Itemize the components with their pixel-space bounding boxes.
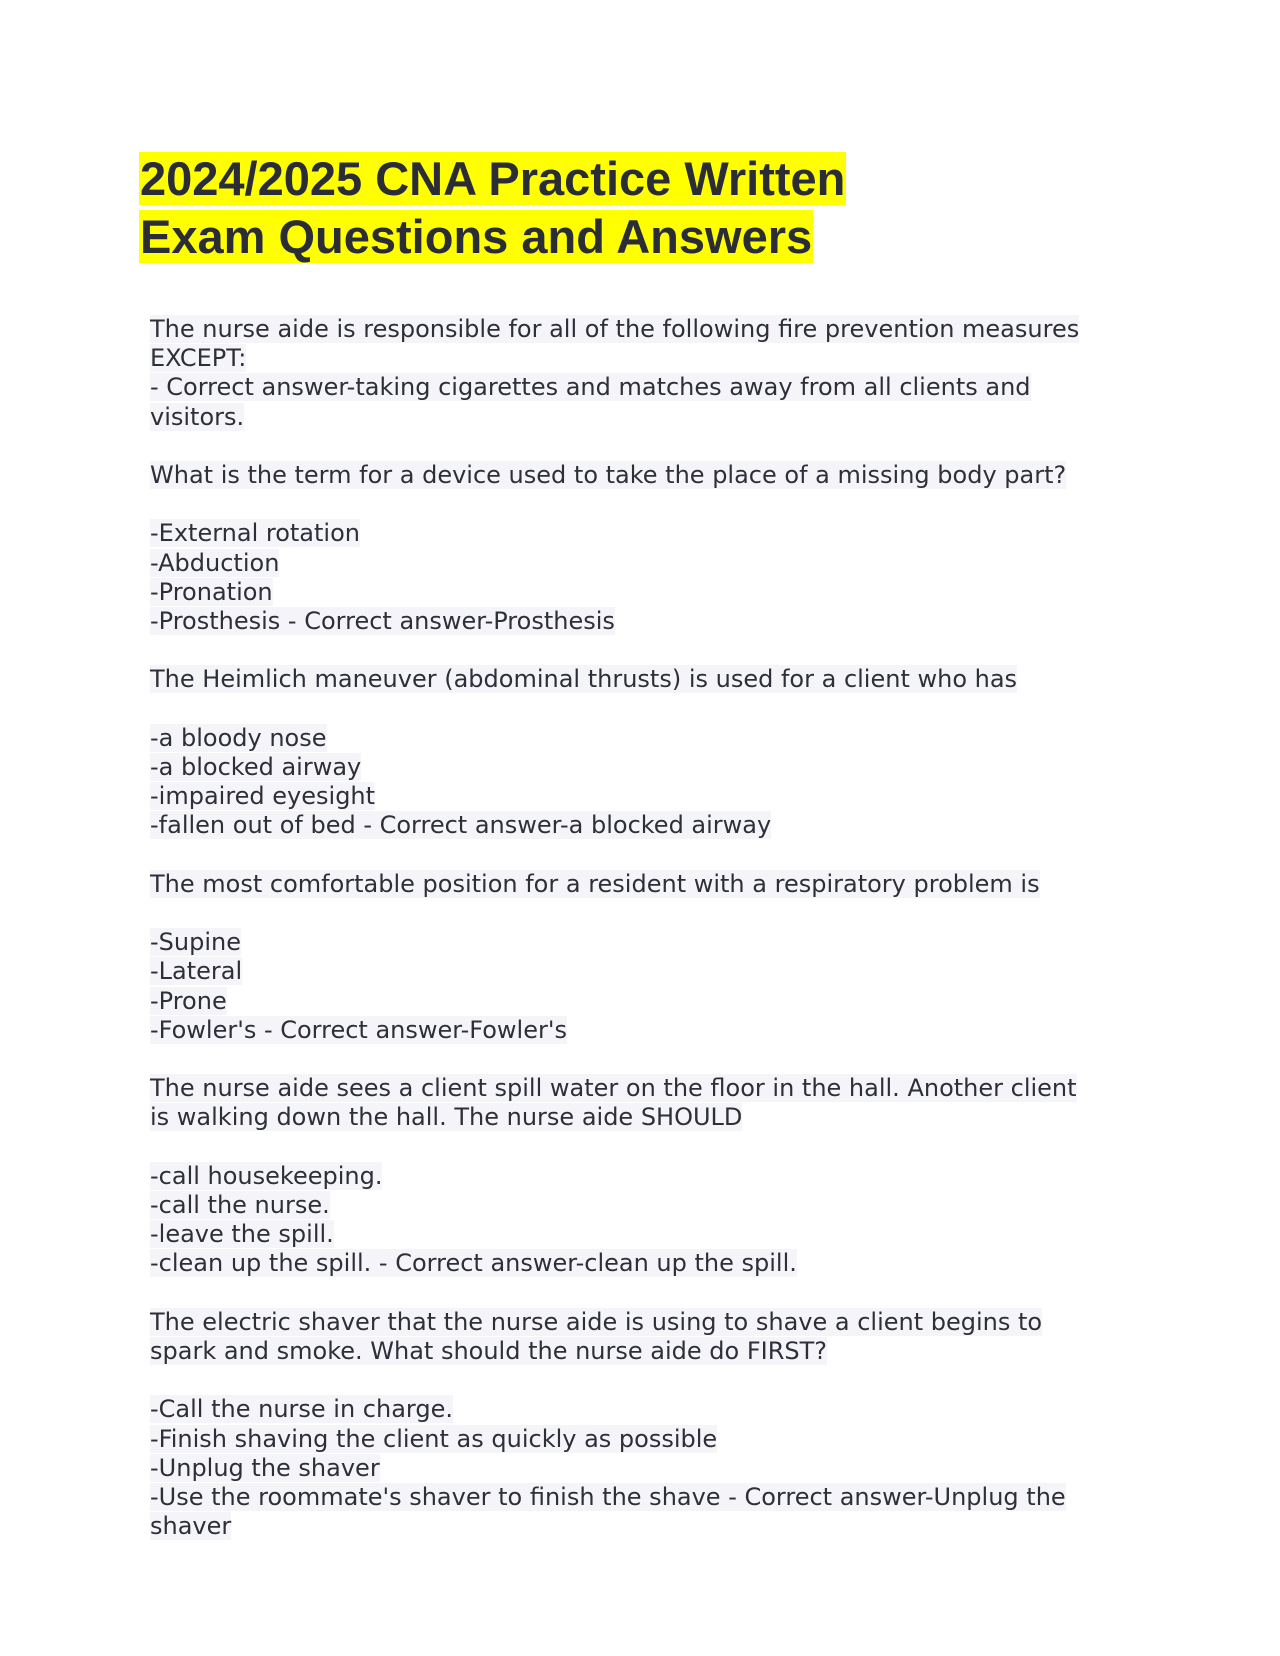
qa-item [150,1308,1150,1542]
option-line-row [150,1425,1150,1454]
option-line: -Call the nurse in charge. [150,1395,453,1424]
answer-line-row [150,811,1150,840]
answer-line: -Fowler's - Correct answer-Fowler's [150,1015,567,1044]
option-line: -call the nurse. [150,1190,330,1219]
option-line-row [150,519,1150,548]
answer-line-row [150,1016,1150,1045]
spacer [150,490,1150,519]
answer-line-row [150,607,1150,636]
question-line: The electric shaver that the nurse aide is using to shave a client begins to [150,1307,1043,1336]
question-line-row [150,344,1150,373]
answer-line-row [150,1249,1150,1278]
question-line: The nurse aide sees a client spill water on the floor in the hall. Another client [150,1074,1077,1103]
option-line-row [150,987,1150,1016]
option-line: -a blocked airway [150,752,362,781]
option-line-row [150,578,1150,607]
answer-line: -Prosthesis - Correct answer-Prosthesis [150,607,615,635]
question-line: The most comfortable position for a resident with a respiratory problem is [150,869,1040,898]
spacer [150,899,1150,928]
question-line: The nurse aide is responsible for all of the following fire prevention measures [150,315,1080,343]
answer-line: - Correct answer-taking cigarettes and matches away from all clients and [150,373,1031,402]
option-line: -Lateral [150,957,243,986]
option-line: -Finish shaving the client as quickly as possible [150,1424,718,1453]
answer-line: -fallen out of bed - Correct answer-a blocked airway [150,811,772,840]
answer-line-row [150,403,1150,432]
option-line-row [150,1162,1150,1191]
question-line: The Heimlich maneuver (abdominal thrusts) is used for a client who has [150,665,1018,694]
question-line-row [150,1074,1150,1103]
option-line: -Pronation [150,577,273,606]
option-line: -Supine [150,928,241,957]
option-line: -call housekeeping. [150,1161,383,1190]
option-line-row [150,1395,1150,1424]
spacer [150,1366,1150,1395]
title-line-1: 2024/2025 CNA Practice Written [140,152,846,205]
answer-line: -Use the roommate's shaver to finish the shave - Correct answer-Unplug the [150,1482,1066,1511]
question-line-row [150,315,1150,344]
option-line-row [150,753,1150,782]
option-line: -impaired eyesight [150,782,376,811]
option-line: -Prone [150,986,227,1015]
question-line: is walking down the hall. The nurse aide SHOULD [150,1103,743,1132]
option-line-row [150,1220,1150,1249]
question-line-row [150,461,1150,490]
option-line-row [150,724,1150,753]
qa-item [150,1074,1150,1278]
title-line-2: Exam Questions and Answers [140,210,813,263]
qa-item [150,461,1150,636]
answer-line: shaver [150,1512,232,1541]
option-line-row [150,957,1150,986]
qa-item [150,665,1150,840]
question-line-row [150,1308,1150,1337]
answer-line: -clean up the spill. - Correct answer-clean up the spill. [150,1249,797,1278]
option-line: -Abduction [150,548,280,577]
spacer [150,1133,1150,1162]
question-line: EXCEPT: [150,344,247,373]
question-line-row [150,1103,1150,1132]
option-line-row [150,1191,1150,1220]
question-line-row [150,870,1150,899]
question-line: spark and smoke. What should the nurse aide do FIRST? [150,1336,828,1365]
option-line: -leave the spill. [150,1220,334,1249]
option-line-row [150,1454,1150,1483]
option-line-row [150,928,1150,957]
answer-line-row [150,1512,1150,1541]
question-line-row [150,665,1150,694]
qa-list [150,315,1150,1571]
option-line-row [150,782,1150,811]
question-line: What is the term for a device used to take the place of a missing body part? [150,461,1067,489]
document-title [139,150,846,266]
answer-line-row [150,373,1150,402]
answer-line: visitors. [150,402,245,431]
spacer [150,695,1150,724]
option-line: -a bloody nose [150,723,327,752]
option-line: -External rotation [150,519,360,548]
qa-item [150,315,1150,432]
option-line: -Unplug the shaver [150,1453,380,1482]
answer-line-row [150,1483,1150,1512]
option-line-row [150,549,1150,578]
qa-item [150,870,1150,1045]
question-line-row [150,1337,1150,1366]
